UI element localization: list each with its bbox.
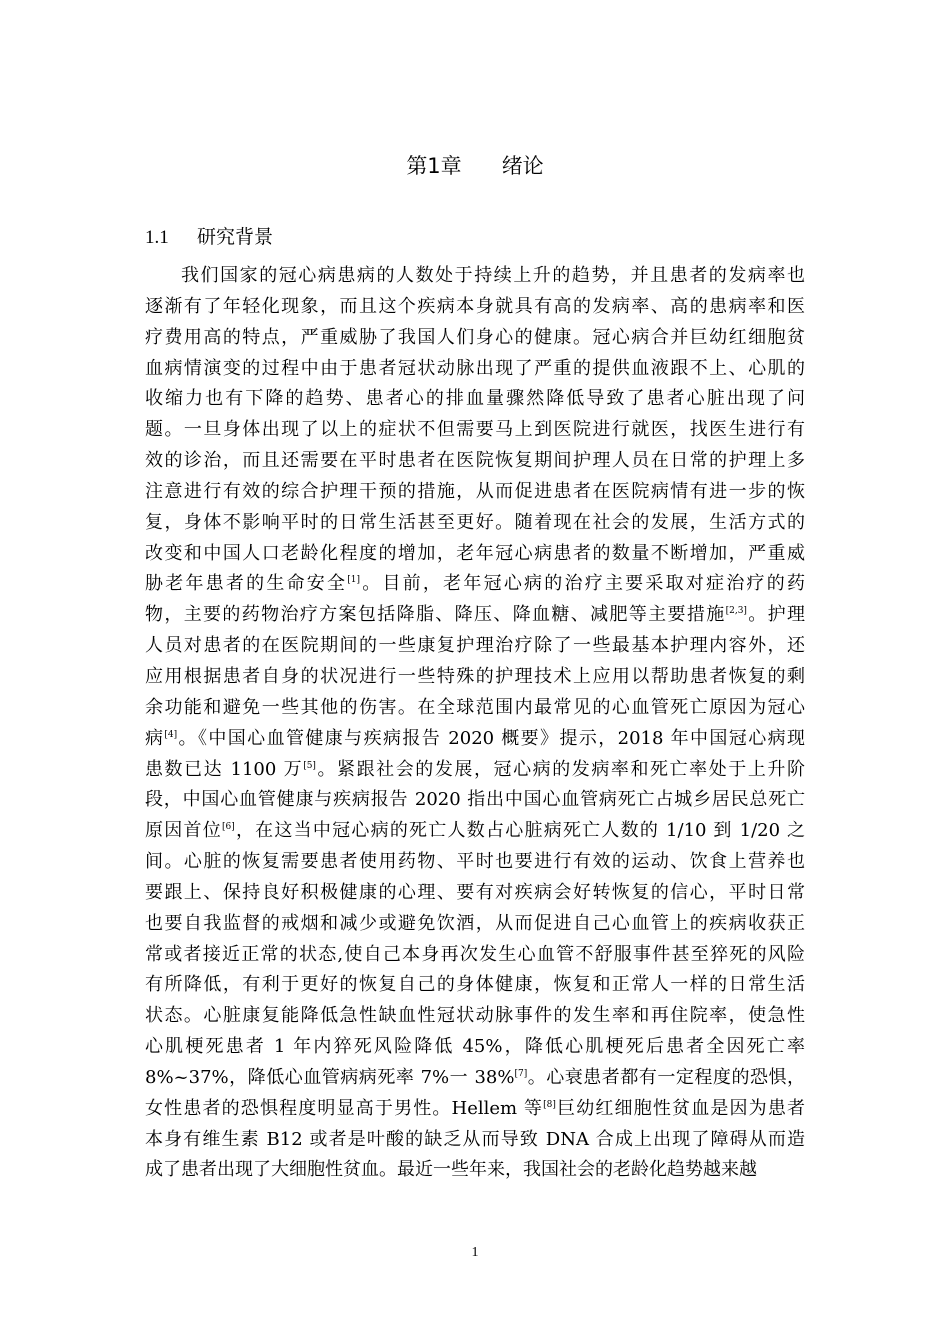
chapter-name: 绪论 <box>501 154 544 178</box>
line-text: 段，中国心血管健康与疾病报告 2020 指出中国心血管病死亡占城乡居民总死亡 <box>145 789 805 811</box>
text-line <box>145 477 805 508</box>
line-text: 。紧跟社会的发展，冠心病的发病率和死亡率处于上升阶 <box>315 758 805 780</box>
text-line <box>145 508 805 539</box>
line-text: 。《中国心血管健康与疾病报告 2020 概要》提示，2018 年中国冠心病现 <box>177 727 805 749</box>
citation-marker: [2,3] <box>725 606 747 617</box>
line-text: 改变和中国人口老龄化程度的增加，老年冠心病患者的数量不断增加，严重威 <box>145 542 805 564</box>
line-text: 成了患者出现了大细胞性贫血。最近一些年来，我国社会的老龄化趋势越来越 <box>145 1159 757 1181</box>
line-text: 常或者接近正常的状态,使自己本身再次发生心血管不舒服事件甚至猝死的风险 <box>145 943 805 965</box>
text-line <box>145 878 805 909</box>
line-text: 有所降低，有利于更好的恢复自己的身体健康，恢复和正常人一样的日常生活 <box>145 974 805 996</box>
line-text: 原因首位 <box>145 820 222 842</box>
line-text: 要跟上、保持良好积极健康的心理、要有对疾病会好转恢复的信心，平时日常 <box>145 881 805 903</box>
citation-marker: [6] <box>221 822 235 833</box>
text-line <box>145 1155 805 1186</box>
section-name: 研究背景 <box>197 226 274 248</box>
text-line <box>145 631 805 662</box>
text-line <box>145 323 805 354</box>
text-line <box>145 539 805 570</box>
text-line <box>145 1125 805 1156</box>
line-text: 。目前，老年冠心病的治疗主要采取对症治疗的药 <box>360 573 805 595</box>
line-text: 巨幼红细胞性贫血是因为患者 <box>555 1097 805 1119</box>
text-line <box>145 569 805 600</box>
text-line <box>145 446 805 477</box>
line-text: 病 <box>145 727 165 749</box>
line-text: 应用根据患者自身的状况进行一些特殊的护理技术上应用以帮助患者恢复的剩 <box>145 665 805 687</box>
line-text: 。护理 <box>746 604 805 626</box>
line-text: 也要自我监督的戒烟和减少或避免饮酒，从而促进自己心血管上的疾病收获正 <box>145 912 805 934</box>
line-text: 血病情演变的过程中由于患者冠状动脉出现了严重的提供血液跟不上、心肌的 <box>145 357 805 379</box>
line-text: 间。心脏的恢复需要患者使用药物、平时也要进行有效的运动、饮食上营养也 <box>145 851 805 873</box>
citation-marker: [8] <box>543 1099 556 1110</box>
line-text: 患数已达 1100 万 <box>145 758 304 780</box>
line-text: 状态。心脏康复能降低急性缺血性冠状动脉事件的发生率和再住院率，使急性 <box>145 1005 805 1027</box>
line-text: 复，身体不影响平时的日常生活甚至更好。随着现在社会的发展，生活方式的 <box>145 511 805 533</box>
line-text: 效的诊治，而且还需要在平时患者在医院恢复期间护理人员在日常的护理上多 <box>145 450 805 472</box>
citation-marker: [4] <box>164 729 178 740</box>
text-line <box>145 1063 805 1094</box>
line-text: 人员对患者的在医院期间的一些康复护理治疗除了一些最基本护理内容外，还 <box>145 635 805 657</box>
text-line <box>145 600 805 631</box>
text-line <box>145 354 805 385</box>
line-text: 题。一旦身体出现了以上的症状不但需要马上到医院进行就医，找医生进行有 <box>145 419 805 441</box>
line-text: 我们国家的冠心病患病的人数处于持续上升的趋势，并且患者的发病率也 <box>181 265 805 286</box>
citation-marker: [7] <box>514 1068 528 1079</box>
line-text: 逐渐有了年轻化现象，而且这个疾病本身就具有高的发病率、高的患病率和医 <box>145 295 805 317</box>
page-number: 1 <box>471 1245 479 1260</box>
body-paragraph <box>145 261 805 1186</box>
text-line <box>145 724 805 755</box>
line-text: 8%~37%，降低心血管病病死率 7%一 38% <box>145 1066 515 1088</box>
line-text: ，在这当中冠心病的死亡人数占心脏病死亡人数的 1/10 到 1/20 之 <box>234 820 805 842</box>
chapter-title <box>0 150 950 180</box>
line-text: 注意进行有效的综合护理干预的措施，从而促进患者在医院病情有进一步的恢 <box>145 480 805 502</box>
text-line <box>145 261 805 292</box>
line-text: 余功能和避免一些其他的伤害。在全球范围内最常见的心血管死亡原因为冠心 <box>145 696 805 718</box>
section-number: 1.1 <box>145 227 169 248</box>
citation-marker: [5] <box>303 760 316 771</box>
citation-marker: [1] <box>347 575 361 586</box>
text-line <box>145 662 805 693</box>
text-line <box>145 415 805 446</box>
text-line <box>145 693 805 724</box>
line-text: 疗费用高的特点，严重威胁了我国人们身心的健康。冠心病合并巨幼红细胞贫 <box>145 326 805 348</box>
line-text: 女性患者的恐惧程度明显高于男性。Hellem 等 <box>145 1097 544 1119</box>
section-heading <box>145 222 273 249</box>
line-text: 心肌梗死患者 1 年内猝死风险降低 45%，降低心肌梗死后患者全因死亡率 <box>145 1036 805 1058</box>
text-line <box>145 909 805 940</box>
text-line <box>145 785 805 816</box>
text-line <box>145 970 805 1001</box>
text-line <box>145 847 805 878</box>
text-line <box>145 940 805 971</box>
text-line <box>145 755 805 786</box>
chapter-number: 第1章 <box>406 154 462 178</box>
text-line <box>145 292 805 323</box>
text-line <box>145 1032 805 1063</box>
line-text: 本身有维生素 B12 或者是叶酸的缺乏从而导致 DNA 合成上出现了障碍从而造 <box>145 1128 805 1150</box>
line-text: 。心衰患者都有一定程度的恐惧， <box>527 1066 805 1088</box>
line-text: 胁老年患者的生命安全 <box>145 573 348 595</box>
text-line <box>145 816 805 847</box>
text-line <box>145 1094 805 1125</box>
line-text: 收缩力也有下降的趋势、患者心的排血量骤然降低导致了患者心脏出现了问 <box>145 388 805 410</box>
line-text: 物，主要的药物治疗方案包括降脂、降压、降血糖、减肥等主要措施 <box>145 604 726 626</box>
text-line <box>145 384 805 415</box>
text-line <box>145 1001 805 1032</box>
